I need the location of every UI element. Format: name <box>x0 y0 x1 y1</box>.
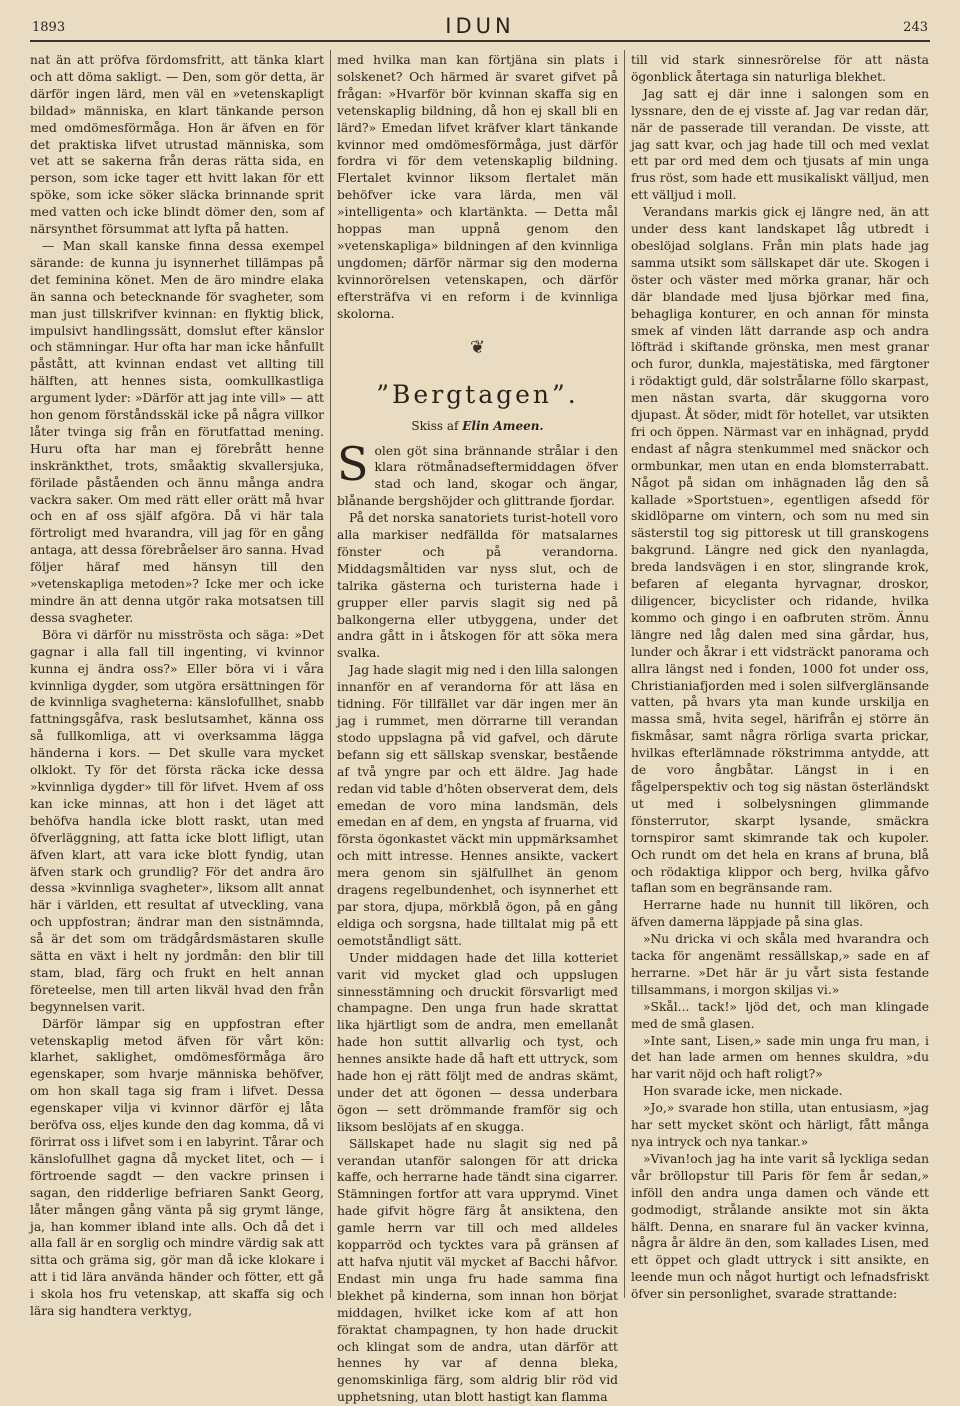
page-number: 243 <box>903 20 928 35</box>
article-paragraph: Böra vi därför nu misströsta och säga: »Det gagnar i alla fall till ingenting, vi kvinnor kunna ej ändra oss?» Eller böra vi i våra kvinnliga dygder, som utgöra ersättningen för de kvinnliga svagheterna: känslofullhet, snabb fattningsgåfva, rask beslutsamhet, känna oss så fullkomliga, att vi overksamma lägga händerna i kors. — Det skulle vara mycket olklokt. Ty för det första räcka icke dessa »kvinnliga dygder» till för lifvet. Hvem af oss kan icke minnas, att hon i det läget att behöfva handla icke blott raskt, utan med öfverläggning, att fatta icke blott lifligt, utan äfven klart, att vara icke blott fyndig, utan äfven stark och grundlig? För det andra äro dessa »kvinnliga svagheter», liksom allt annat här i världen, ett resultat af utveckling, vana och uppfostran; ändrar man den sistnämnda, så är det som om trädgårdsmästaren skulle sätta en växt i helt ny jordmån: den blir till stam, blad, färg och frukt en helt annan företeelse, men till arten likväl hvad den från begynnelsen varit. <box>30 627 324 1014</box>
byline-prefix: Skiss af <box>411 418 459 433</box>
story-paragraph: Sällskapet hade nu slagit sig ned på verandan utanför salongen för att dricka kaffe, och herrarne hade tändt sina cigarrer. Stämningen fortfor att vara upprymd. Vinet hade gifvit högre färg åt ansiktena, den gamle herrn var till och med alldeles kopparröd och tycktes vara på gränsen af att hafva njutit väl mycket af Bacchi håfvor. Endast min unga fru hade samma fina blekhet på kinderna, som innan hon börjat middagen, hvilket icke kom af att hon föraktat champagnen, ty hon hade druckit och klingat som de andra, utan därför att hennes hy var af denna bleka, genomskinliga färg, som aldrig blir röd vid upphetsning, utan blott hastigt kan flamma <box>337 1136 618 1405</box>
story-paragraph: »Nu dricka vi och skåla med hvarandra och tacka för angenämt ressällskap,» sade en af herrarne. »Det här är ju vårt sista festande tillsammans, i morgon skiljas vi.» <box>631 932 929 997</box>
story-paragraph: till vid stark sinnesrörelse för att nästa ögonblick återtaga sin naturliga blekhet. <box>631 53 929 84</box>
story-paragraph: »Jo,» svarade hon stilla, utan entusiasm, »jag har sett mycket skönt och härligt, fått många nya intryck och nya tankar.» <box>631 1101 929 1149</box>
story-paragraph <box>337 436 618 511</box>
article-paragraph: med hvilka man kan förtjäna sin plats i solskenet? Och härmed är svaret gifvet på frågan: »Hvarför bör kvinnan skaffa sig en vetenskaplig bildning, då hon ej skall bli en lärd?» Emedan lifvet kräfver klart tänkande kvinnor med omdömesförmåga, just därför fordra vi för dem vetenskaplig bildning. Flertalet kvinnor liksom flertalet män behöfver icke vara lärda, men väl »intelligenta» och klartänkta. — Detta mål hoppas man uppnå genom den »vetenskapliga» bildningen af den kvinnliga ungdomen; därför närmar sig den moderna kvinnorörelsen vetenskapen, och därför eftersträfva vi en reform i de kvinnliga skolorna. <box>337 53 618 321</box>
article-paragraph: — Man skall kanske finna dessa exempel särande: de kunna ju isynnerhet tillämpas på det feminina könet. Men de äro mindre elaka än sanna och betecknande för svagheter, som man just tillskrifver kvinnan: en flyktig blick, impulsivt handlingssätt, domslut efter känslor och stämningar. Hur ofta har man icke hånfullt påstått, att kvinnan endast vet allting till hälften, att hennes sista, oomkullkastliga argument lyder: »Därför att jag inte vill» — att hon genom förståndsskäl icke på några villkor låter tvinga sig från en förutfattad mening. Huru ofta har man ej förebrått henne inskränkthet, trots, småaktig skvallersjuka, förilade påståenden och ännu många andra vackra saker. Om med rätt eller orätt må hvar och en af oss själf afgöra. Då vi här tala förtroligt med hvarandra, vill jag för en gång antaga, att dessa förebråelser äro sanna. Hvad följer häraf med hänsyn till den »vetenskapliga metoden»? Icke mer och icke mindre än att denna utgör raka motsatsen till dessa svagheter. <box>30 238 325 625</box>
story-paragraph: »Skål... tack!» ljöd det, och man klingade med de små glasen. <box>631 999 929 1031</box>
column-rule <box>330 50 331 1298</box>
story-paragraph: Herrarne hade nu hunnit till likören, och äfven damerna läppjade på sina glas. <box>631 898 929 930</box>
story-paragraph: Under middagen hade det lilla kotteriet varit vid mycket glad och uppslugen sinnesstämning och druckit försvarligt med champagne. Den unga frun hade skrattat lika hjärtligt som de andra, men emellanåt hade hon suttit allvarlig och tyst, och hennes ansikte hade då haft ett uttryck, som hade hon ej rätt följt med de andras skämt, under det att ögonen — dessa underbara ögon — sett drömmande framför sig och liksom beslöjats af en skugga. <box>337 950 618 1134</box>
story-title: ”Bergtagen”. <box>376 379 579 409</box>
column-left <box>30 52 324 1320</box>
article-paragraph: Därför lämpar sig en uppfostran efter vetenskaplig metod äfven för vårt kön: klarhet, saklighet, omdömesförmåga äro egenskaper, som hvarje människa behöfver, om hon skall taga sig fram i lifvet. Dessa egenskaper vilja vi kvinnor därför ej låta beröfva oss, eljes kunde den dag komma, då vi förirrat oss i lifvet som i en labyrint. Tårar och känslofullhet gagna då mycket litet, och — i förtroende sagdt — den vackre prinsen i sagan, den ridderlige befriaren Sankt Georg, låter mången gång vänta på sig grymt länge, ja, han kommer ibland inte alls. Och då det i alla fall är en sorglig och mindre värdig sak att sitta och gräma sig, gör man då icke klokare i att i tid lära använda händer och fötter, ett gå i skola hos fru vetenskap, att skaffa sig och lära sig handtera verktyg, <box>30 1016 324 1319</box>
story-paragraph: Verandans markis gick ej längre ned, än att under dess kant landskapet låg utbredt i obeslöjad solglans. Från min plats hade jag samma utsikt som sällskapet där ute. Skogen i öster och väster med mörka granar, här och där blandade med ljusa björkar med fina, behagliga konturer, en och annan för minsta smek af vinden lätt darrande asp och andra löfträd i skiftande grönska, men mest granar och furor, dunkla, majestätiska, med färgtoner i rödaktigt guld, där solstrålarne föllo skarpast, men nästan svarta, där skuggorna voro djupast. Åt söder, midt för hotellet, var utsikten fri och öppen. Närmast var en inhägnad, prydd endast af några stenkummel med snäckor och ormbunkar, men utan en enda blomsterrabatt. Något på sidan om inhägnaden låg den så kallade »Sportstuen», egentligen afsedd för skidlöparne om vintern, och som nu med sin sästerstil tog sig pittoresk ut till granskogens bakgrund. Längre ned gick den nyanlagda, breda landsvägen i en stor, slingrande krok, befaren af eleganta hyrvagnar, droskor, diligencer, bicyclister och ridande, hvilka kommo och gingo i en oafbruten ström. Ännu längre ned låg dalen med sina gårdar, hus, lunder och åkrar i ett vidsträckt panorama och allra längst ned i fonden, 1000 fot under oss, Christianiafjorden med i solen silfverglänsande vatten, på hvars yta man kunde urskilja en massa små, hvita segel, härifrån ej större än fiskmåsar, samt några rörliga svarta prickar, hvilkas efterlämnade rökstrimma antydde, att de voro ångbåtar. Längst in i en fågelperspektiv och tog sig nästan österländskt ut med i solbelysningen glimmande fönsterrutor, skarpt lysande, smäckra tornspiror samt skimrande tak och kupoler. Och rundt om det hela en krans af bruna, blå och rödaktiga klippor och berg, hvilka gåfvo taflan som en begränsande ram. <box>631 205 929 896</box>
story-paragraph: Jag satt ej där inne i salongen som en lyssnare, den de ej visste af. Jag var redan där, när de passerade till verandan. De visste, att jag satt kvar, och jag hade till och med vexlat ett par ord med dem och tjusats af min unga frus röst, som hade ett musikaliskt välljud, men ett välljud i moll. <box>631 86 929 203</box>
story-paragraph: Jag hade slagit mig ned i den lilla salongen innanför en af verandorna för att läsa en tidning. För tillfället var där ingen mer än jag i rummet, men dörrarne till verandan stodo uppslagna på vid gafvel, och därute befann sig ett sällskap svenskar, bestående af två yngre par och ett äldre. Jag hade redan vid table d'hôten observerat dem, dels emedan de voro mina landsmän, dels emedan en af dem, en yngsta af fruarna, vid första ögonkastet väckt min uppmärksamhet och mitt intresse. Hennes ansikte, vackert mera genom sin själfullhet än genom dragens regelbundenhet, och isynnerhet ett par stora, djupa, mörkblå ögon, på en gång eldiga och sorgsna, hade tilltalat mig på ett oemotståndligt sätt. <box>337 663 618 948</box>
story-paragraph: På det norska sanatoriets turist-hotell voro alla markiser nedfällda för matsalarnes fönster och på verandorna. Middagsmåltiden var nyss slut, och de talrika gästerna och turisterna hade i grupper eller parvis slagit sig ned på balkongerna eller utbyggena, under det andra gått in i åtskogen för att söka mera svalka. <box>337 511 618 661</box>
story-paragraph: Hon svarade icke, men nickade. <box>643 1084 843 1099</box>
masthead-title: IDUN <box>445 14 515 38</box>
story-paragraph: »Inte sant, Lisen,» sade min unga fru man, i det han lade armen om hennes skuldra, »du har varit nöjd och haft roligt?» <box>631 1033 929 1082</box>
header-year: 1893 <box>32 20 66 35</box>
byline-author: Elin Ameen. <box>462 418 544 433</box>
article-paragraph: nat än att pröfva fördomsfritt, att tänka klart och att döma sakligt. — Den, som gör detta, är därför ingen lärd, men väl en »vetenskapligt bildad» människa, en klart tänkande person med omdömesförmåga. Hon är äfven en för det praktiska lifvet utrustad människa, som vet att se sakerna från deras rätta sida, en person, som icke tager ett hvitt lakan för ett spöke, som icke söker släcka brinnande sprit med vatten och icke blindt dömer den, som af närsynthet försummat att lyfta på hatten. <box>30 53 324 237</box>
column-middle <box>337 52 618 1406</box>
story-byline <box>337 419 618 433</box>
story-paragraph-text: olen göt sina brännande strålar i den klara rötmånadseftermiddagen öfver stad och land, skogar och ängar, blånande bergshöjder och glittrande fjordar. <box>337 443 618 509</box>
ornament-divider: ❦ <box>469 336 486 358</box>
column-rule <box>624 50 625 1298</box>
column-right <box>631 52 929 1303</box>
page-header <box>30 16 930 42</box>
story-paragraph: »Vivan!och jag ha inte varit så lyckliga sedan vår bröllopstur till Paris för fem år sedan,» inföll den andra unga damen och vände ett godmodigt, strålande ansikte mot sin äkta hälft. Denna, en snarare ful än vacker kvinna, några år äldre än den, som kallades Lisen, med ett öppet och gladt uttryck i sitt ansikte, en leende mun och något hurtigt och lefnadsfriskt öfver sin personlighet, svarade strattande: <box>631 1151 929 1302</box>
drop-cap: S <box>337 436 369 491</box>
